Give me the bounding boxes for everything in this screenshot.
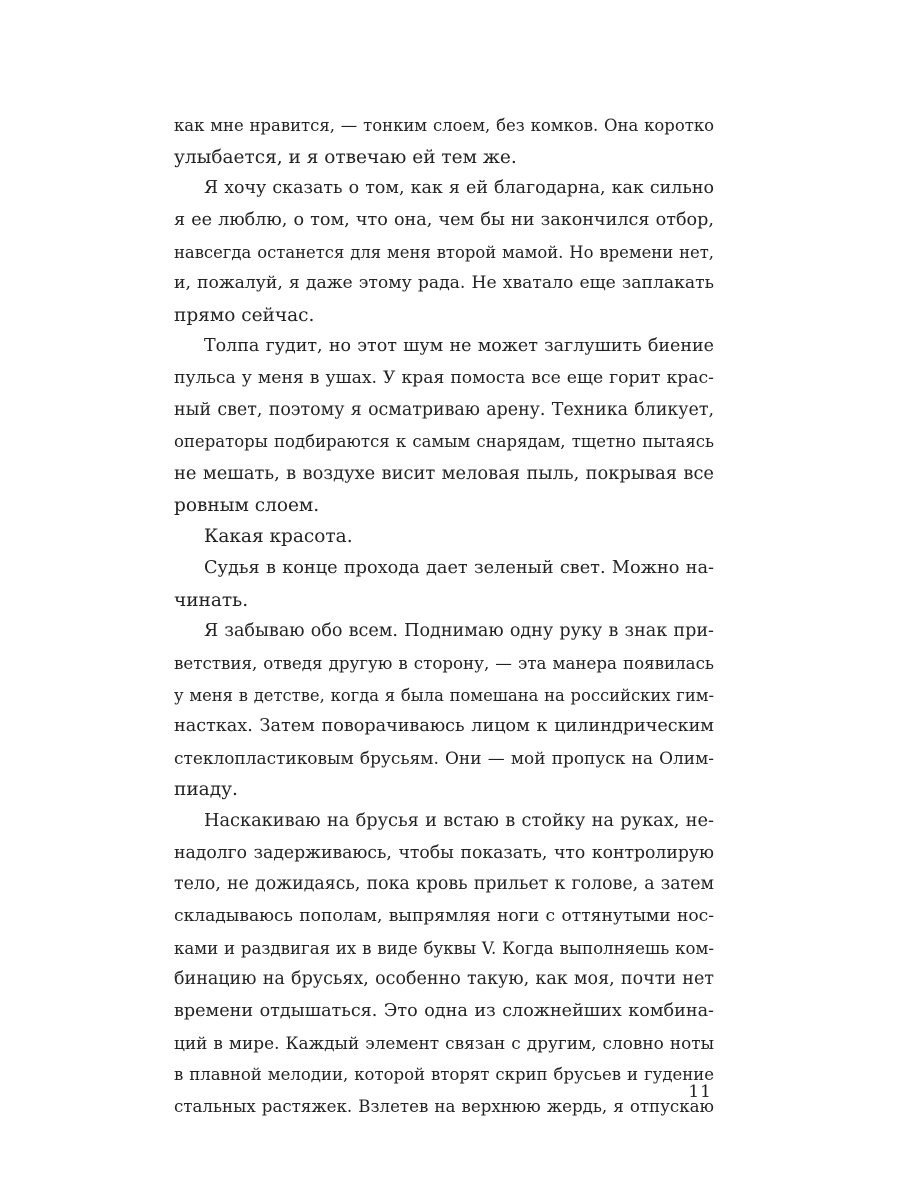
text-line: тело, не дожидаясь, пока кровь прильет к голове, а затем <box>174 874 714 895</box>
text-line: ций в мире. Каждый элемент связан с другим, словно ноты <box>174 1032 714 1053</box>
text-line: у меня в детстве, когда я была помешана на российских гим- <box>174 685 714 705</box>
text-line: операторы подбираются к самым снарядам, тщетно пытаясь <box>174 432 714 452</box>
text-line: надолго задерживаюсь, чтобы показать, что контролирую <box>174 842 714 863</box>
text-line: настках. Затем поворачиваюсь лицом к цилиндрическим <box>174 716 714 737</box>
text-line: пульса у меня в ушах. У края помоста все еще горит крас- <box>174 368 714 389</box>
text-line: Толпа гудит, но этот шум не может заглушить биение <box>204 336 714 357</box>
text-line: улыбается, и я отвечаю ей тем же. <box>174 146 517 168</box>
body-text <box>174 110 714 1123</box>
text-line: ветствия, отведя другую в сторону, — эта манера появилась <box>174 653 714 673</box>
text-line: складываюсь пополам, выпрямляя ноги с оттянутыми нос- <box>174 906 714 927</box>
text-line: не мешать, в воздухе висит меловая пыль, покрывая все <box>174 463 714 485</box>
text-line: Наскакиваю на брусья и встаю в стойку на руках, не- <box>204 811 714 832</box>
text-line: и, пожалуй, я даже этому рада. Не хватало еще заплакать <box>174 273 714 294</box>
text-line: пиаду. <box>174 779 238 801</box>
text-line: я ее люблю, о том, что она, чем бы ни закончился отбор, <box>174 209 714 230</box>
text-line: стальных растяжек. Взлетев на верхнюю жердь, я отпускаю <box>174 1096 714 1116</box>
text-line: Судья в конце прохода дает зеленый свет. Можно на- <box>204 557 714 578</box>
text-line: времени отдышаться. Это одна из сложнейших комбина- <box>174 1000 714 1021</box>
text-line: прямо сейчас. <box>174 304 315 326</box>
text-line: ный свет, поэтому я осматриваю арену. Техника бликует, <box>174 399 714 420</box>
text-line: Я хочу сказать о том, как я ей благодарна, как сильно <box>204 178 714 199</box>
text-line: стеклопластиковым брусьям. Они — мой пропуск на Олим- <box>174 747 714 768</box>
text-line: бинацию на брусьях, особенно такую, как моя, почти нет <box>174 969 714 990</box>
text-line: навсегда останется для меня второй мамой. Но времени нет, <box>174 242 714 262</box>
text-line: Какая красота. <box>204 526 353 548</box>
text-line: Я забываю обо всем. Поднимаю одну руку в знак при- <box>204 621 714 642</box>
text-line: чинать. <box>174 589 249 611</box>
text-line: как мне нравится, — тонким слоем, без комков. Она коротко <box>174 116 714 135</box>
page-number: 11 <box>688 1082 712 1102</box>
text-line: в плавной мелодии, которой вторят скрип брусьев и гудение <box>174 1065 714 1085</box>
text-line: ровным слоем. <box>174 494 320 516</box>
text-line: ками и раздвигая их в виде буквы V. Когда выполняешь ком- <box>174 938 714 958</box>
